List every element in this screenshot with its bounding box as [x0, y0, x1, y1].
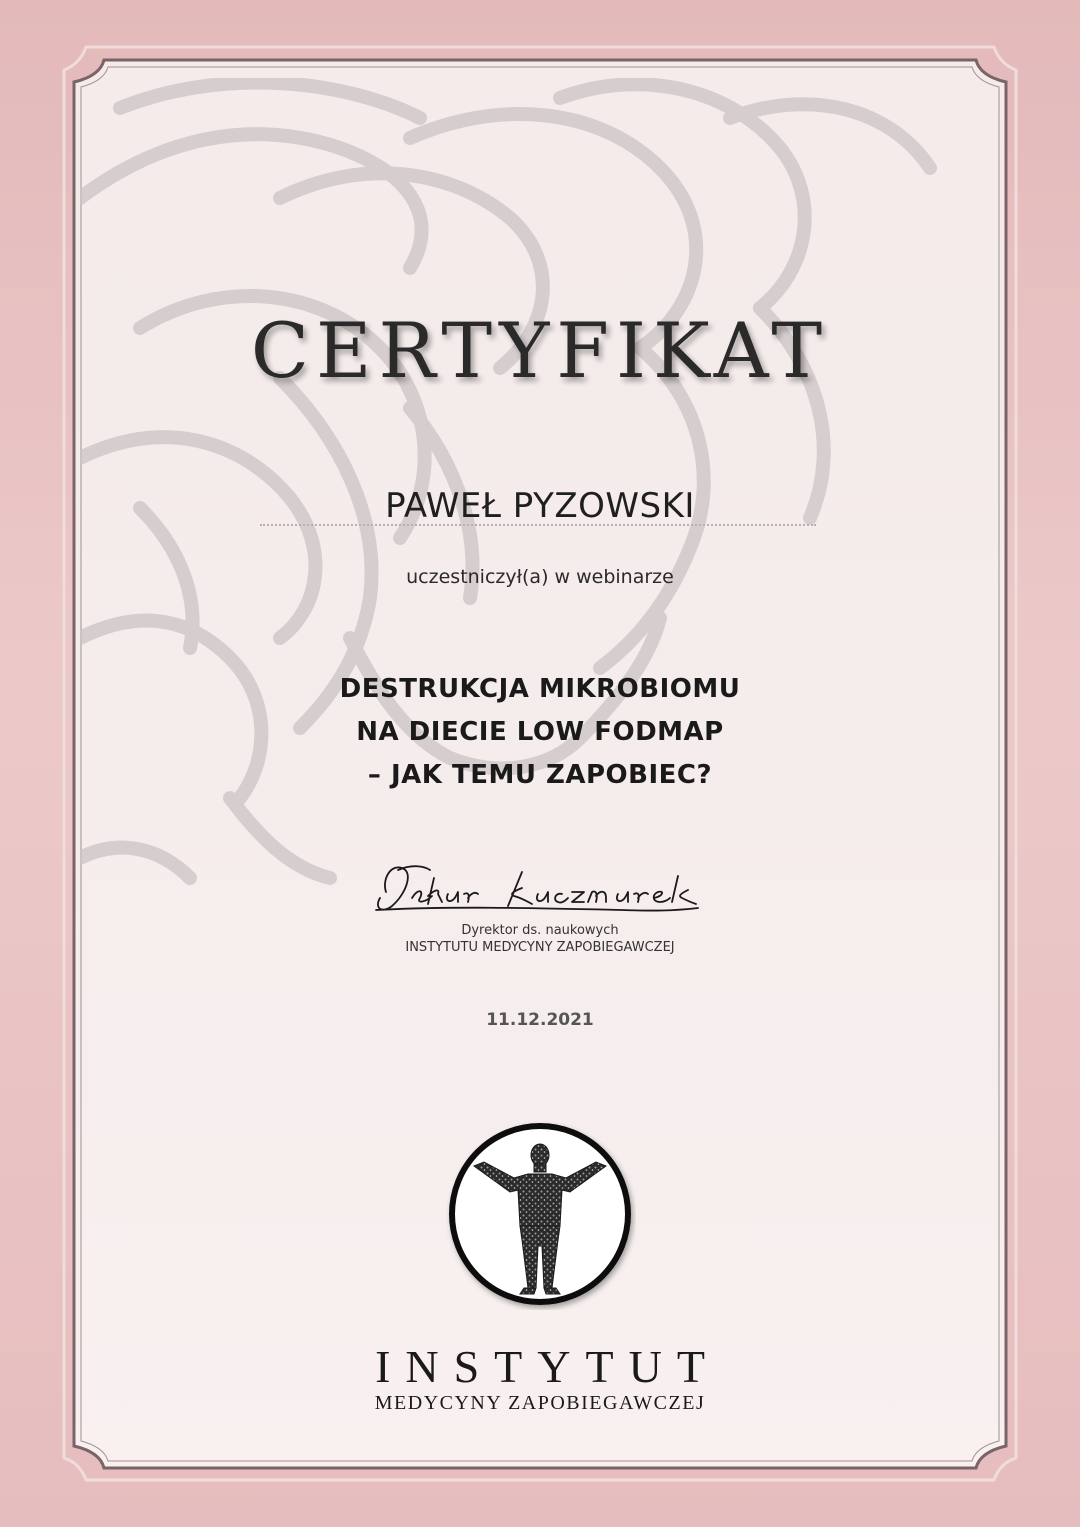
- institute-name: INSTYTUT: [375, 1341, 720, 1392]
- recipient-name: PAWEŁ PYZOWSKI: [385, 486, 695, 526]
- participation-text: uczestniczył(a) w webinarze: [406, 566, 674, 588]
- certificate-date: 11.12.2021: [486, 1010, 594, 1030]
- course-title-line: – JAK TEMU ZAPOBIEC?: [367, 760, 713, 790]
- course-title-line: NA DIECIE LOW FODMAP: [356, 717, 724, 747]
- name-underline: [260, 524, 816, 526]
- vitruvian-figure-icon: [444, 1118, 636, 1310]
- certificate-paper: [80, 78, 1000, 1448]
- signer-role: [80, 922, 1000, 956]
- course-title-line: DESTRUKCJA MIKROBIOMU: [339, 674, 741, 704]
- signature-image: [372, 858, 702, 920]
- certificate-title: CERTYFIKAT: [250, 306, 830, 395]
- signer-position: Dyrektor ds. naukowych: [461, 923, 619, 938]
- course-title: [80, 668, 1000, 797]
- institute-subtitle: MEDYCYNY ZAPOBIEGAWCZEJ: [374, 1392, 706, 1414]
- signer-organization: INSTYTUTU MEDYCYNY ZAPOBIEGAWCZEJ: [405, 940, 675, 955]
